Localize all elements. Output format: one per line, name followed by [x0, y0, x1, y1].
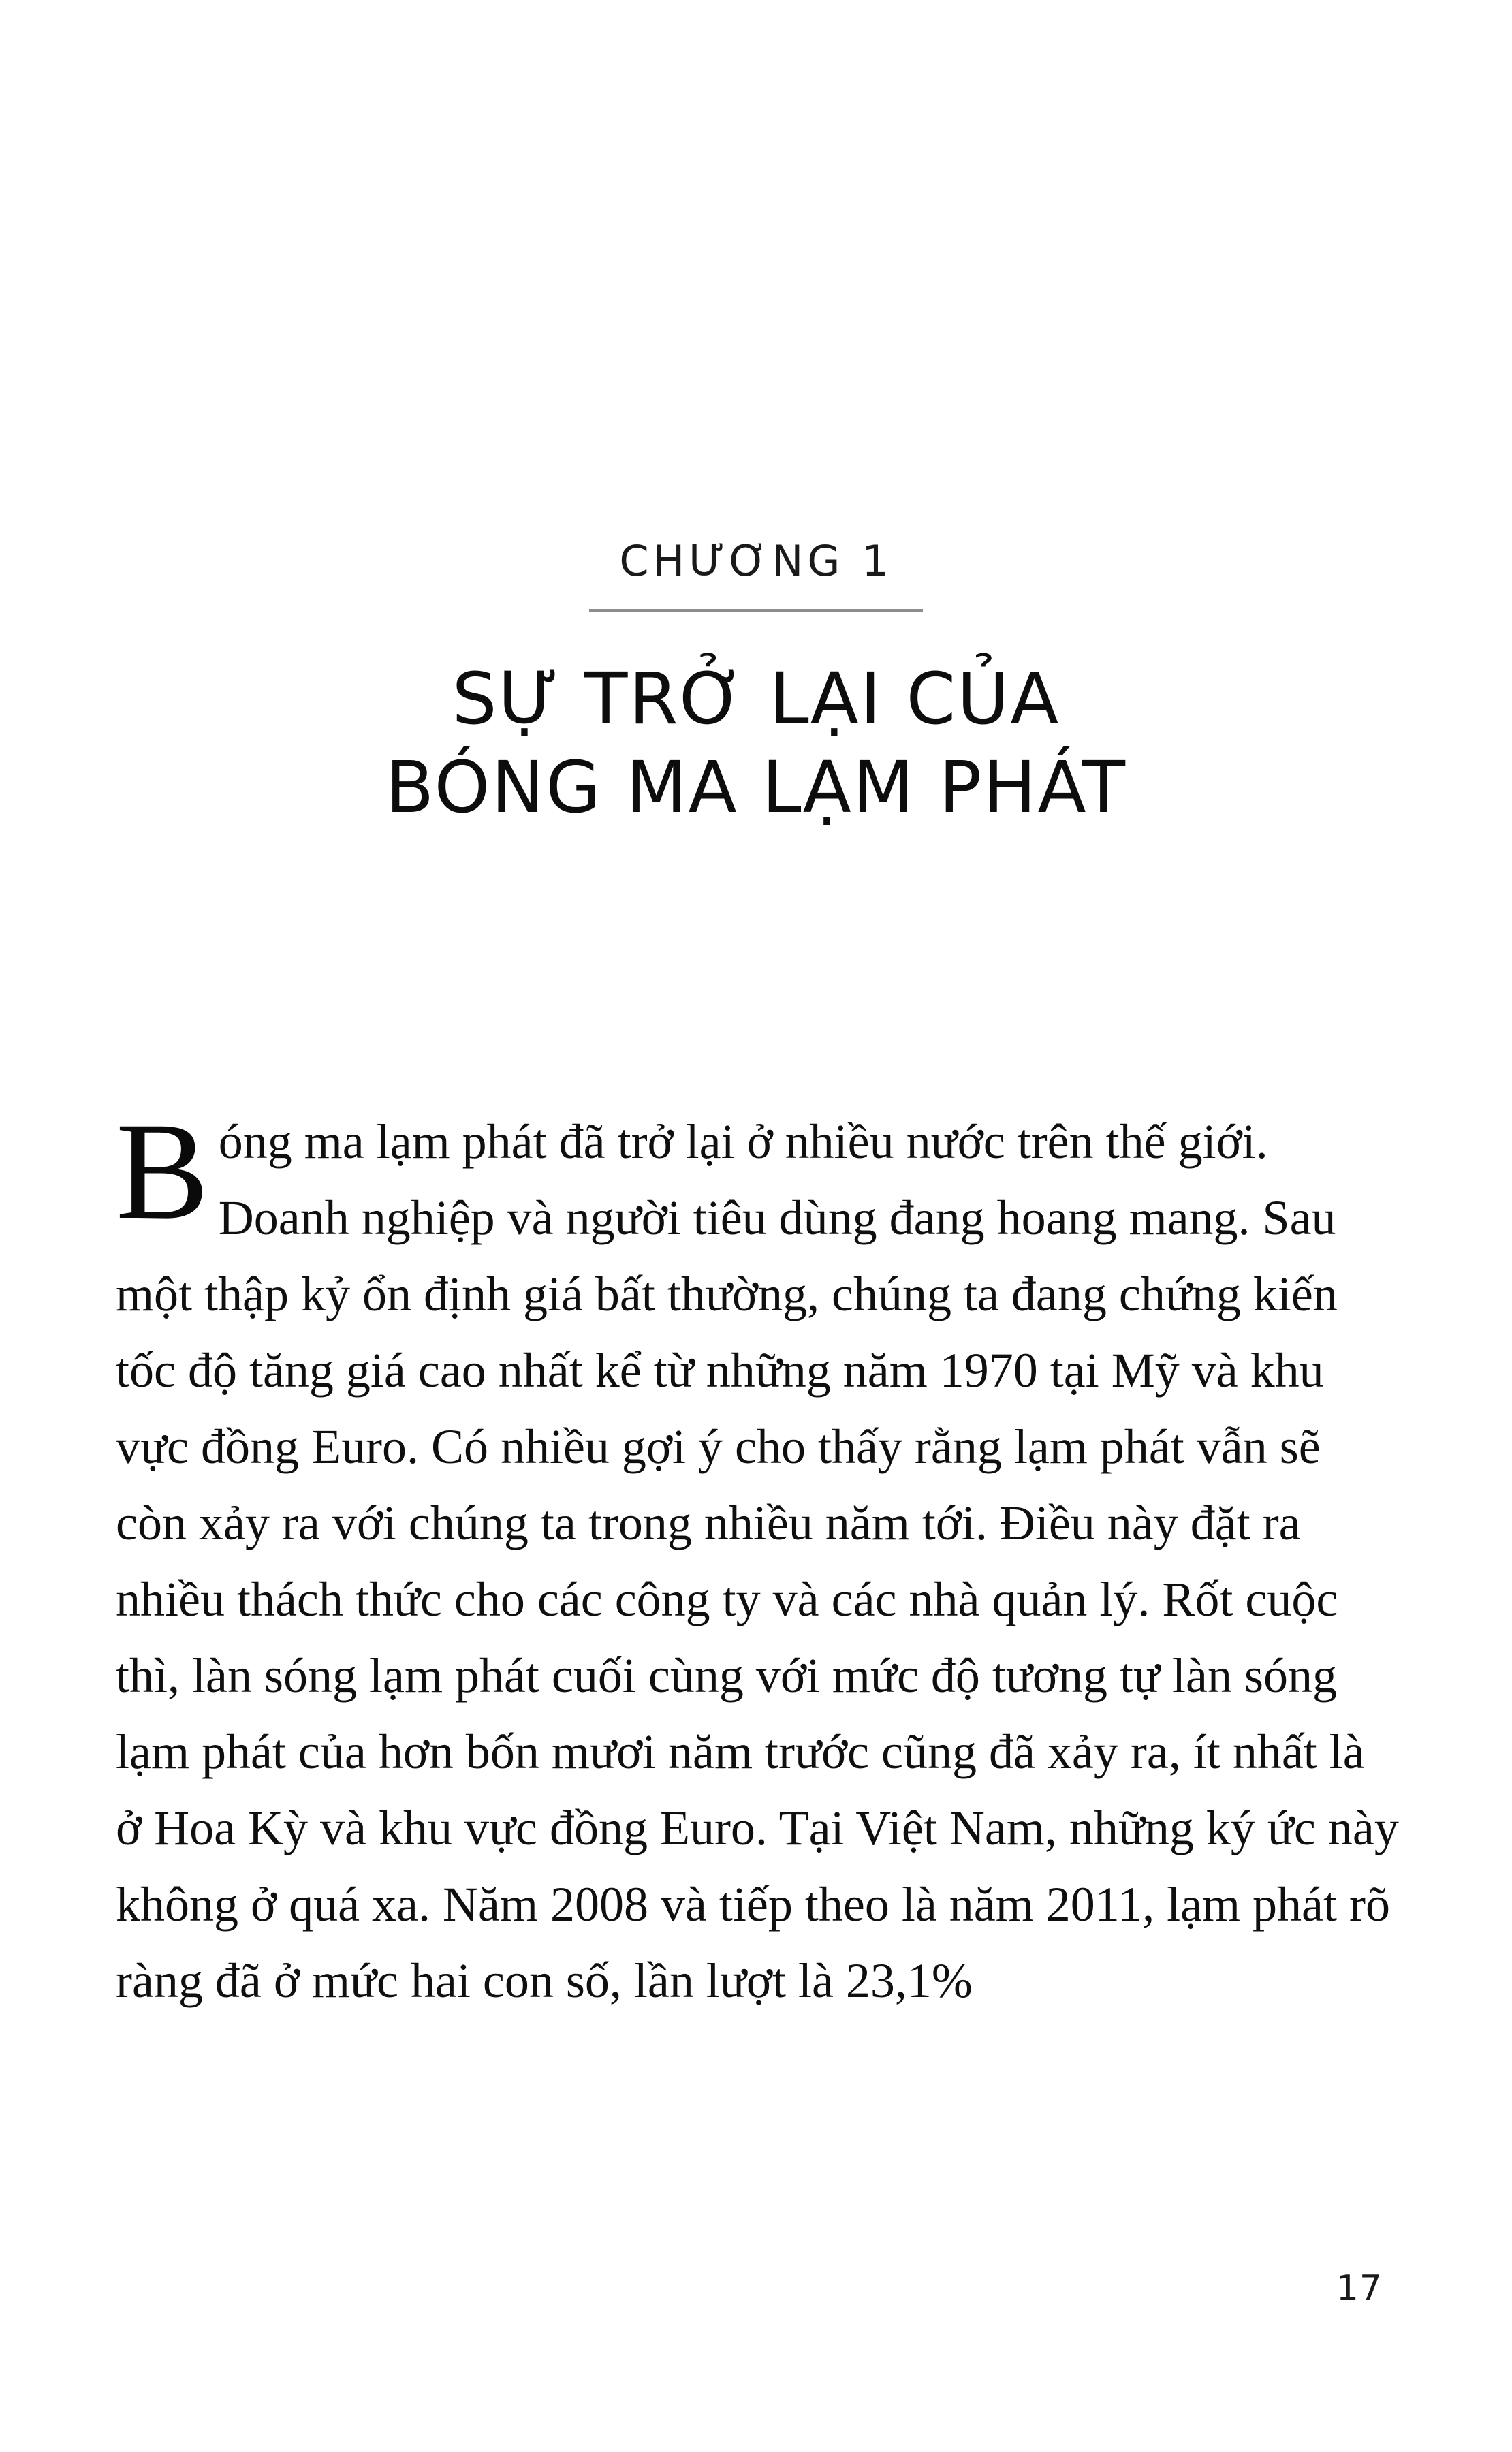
page-title-line-2: BÓNG MA LẠM PHÁT: [385, 746, 1127, 830]
page-title-line-1: SỰ TRỞ LẠI CỦA: [452, 657, 1060, 741]
chapter-heading: [0, 538, 1512, 832]
drop-cap: B: [116, 1094, 209, 1248]
page-title: [0, 655, 1512, 832]
chapter-label: CHƯƠNG 1: [619, 536, 893, 586]
body-paragraph: óng ma lạm phát đã trở lại ở nhiều nước trên thế giới. Doanh nghiệp và người tiêu dùng đang hoang mang. Sau một thập kỷ ổn định giá bất thường, chúng ta đang chứng kiến tốc độ tăng giá cao nhất kể từ những năm 1970 tại Mỹ và khu vực đồng Euro. Có nhiều gợi ý cho thấy rằng lạm phát vẫn sẽ còn xảy ra với chúng ta trong nhiều năm tới. Điều này đặt ra nhiều thách thức cho các công ty và các nhà quản lý. Rốt cuộc thì, làn sóng lạm phát cuối cùng với mức độ tương tự làn sóng lạm phát của hơn bốn mươi năm trước cũng đã xảy ra, ít nhất là ở Hoa Kỳ và khu vực đồng Euro. Tại Việt Nam, những ký ức này không ở quá xa. Năm 2008 và tiếp theo là năm 2011, lạm phát rõ ràng đã ở mức hai con số, lần lượt là 23,1%: [116, 1114, 1399, 2008]
chapter-divider: [589, 609, 923, 612]
page-number: 17: [1336, 2268, 1383, 2309]
body-text: [116, 1094, 1400, 2019]
